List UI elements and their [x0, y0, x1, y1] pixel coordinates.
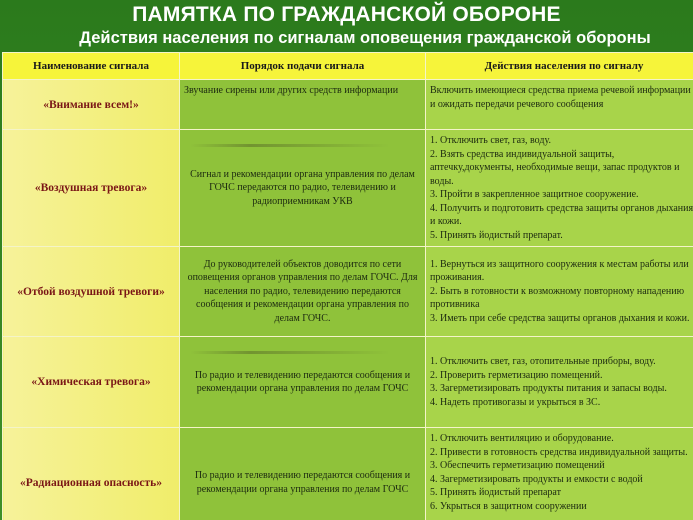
action-item: 4. Получить и подготовить средства защиты органов дыхания и кожи. [430, 202, 693, 227]
table-row [3, 337, 693, 428]
page-subtitle: Действия населения по сигналам оповещения гражданской обороны [79, 29, 651, 47]
action-item: 4. Надеть противогазы и укрыться в ЗС. [430, 396, 601, 408]
signal-actions [426, 247, 693, 337]
table-row [3, 428, 693, 520]
signal-actions [426, 337, 693, 428]
action-item: 5. Принять йодистый препарат [430, 487, 561, 498]
table-row [3, 80, 693, 130]
signals-table [2, 52, 693, 520]
signal-actions [426, 130, 693, 247]
action-item: 1. Отключить свет, газ, воду. [430, 135, 551, 146]
signal-order-text: Сигнал и рекомендации органа управления по делам ГОЧС передаются по радио, телевидению и радиоприемникам УКВ [190, 168, 415, 207]
column-header-signal: Наименование сигнала [3, 53, 180, 80]
signal-order [180, 337, 426, 428]
action-item: 6. Укрыться в защитном сооружении [430, 500, 587, 512]
table-header-row [3, 53, 693, 80]
header [0, 0, 693, 50]
signal-name: «Внимание всем!» [3, 80, 180, 130]
signal-order: Звучание сирены или других средств информации [180, 80, 426, 130]
signal-name: «Отбой воздушной тревоги» [3, 247, 180, 337]
action-item: 2. Взять средства индивидуальной защиты, аптечку,документы, необходимые вещи, запас продуктов и воды. [430, 148, 680, 187]
table-row [3, 130, 693, 247]
column-header-actions: Действия населения по сигналу [426, 53, 693, 80]
action-item: 1. Отключить свет, газ, отопительные приборы, воду. [430, 356, 656, 367]
table-row [3, 247, 693, 337]
action-item: 1. Вернуться из защитного сооружения к местам работы или проживания. [430, 258, 689, 284]
decorative-streak [190, 144, 390, 147]
action-item: 2. Привести в готовность средства индивидуальной защиты. [430, 446, 688, 458]
action-item: 3. Загерметизировать продукты питания и запасы воды. [430, 383, 667, 394]
signal-name: «Химическая тревога» [3, 337, 180, 428]
signal-name: «Радиационная опасность» [3, 428, 180, 520]
action-item: 5. Принять йодистый препарат. [430, 229, 563, 241]
signal-order: По радио и телевидению передаются сообщения и рекомендации органа управления по делам ГОЧС [180, 428, 426, 520]
signal-actions [426, 80, 693, 130]
signal-name: «Воздушная тревога» [3, 130, 180, 247]
signal-order: До руководителей объектов доводится по сети оповещения органов управления по делам ГОЧС. Для населения по радио, телевидению передаются сообщения и рекомендации органа управления по делам ГОЧС. [180, 247, 426, 337]
signal-order [180, 130, 426, 247]
action-item: 1. Отключить вентиляцию и оборудование. [430, 433, 614, 444]
decorative-streak [190, 351, 390, 354]
signal-actions [426, 428, 693, 520]
action-item: 3. Иметь при себе средства защиты органов дыхания и кожи. [430, 312, 690, 324]
action-item: 3. Обеспечить герметизацию помещений [430, 460, 605, 471]
action-item: 3. Пройти в закрепленное защитное сооружение. [430, 189, 639, 200]
column-header-order: Порядок подачи сигнала [180, 53, 426, 80]
signal-order-text: По радио и телевидению передаются сообщения и рекомендации органа управления по делам ГОЧС [194, 369, 411, 394]
page-title: ПАМЯТКА ПО ГРАЖДАНСКОЙ ОБОРОНЕ [132, 3, 561, 26]
action-item: Включить имеющиеся средства приема речевой информации и ожидать передачи речевого сообщения [430, 85, 691, 110]
action-item: 2. Проверить герметизацию помещений. [430, 369, 603, 381]
action-item: 4. Загерметизировать продукты и емкости с водой [430, 473, 643, 485]
action-item: 2. Быть в готовности к возможному повторному нападению противника [430, 285, 685, 311]
